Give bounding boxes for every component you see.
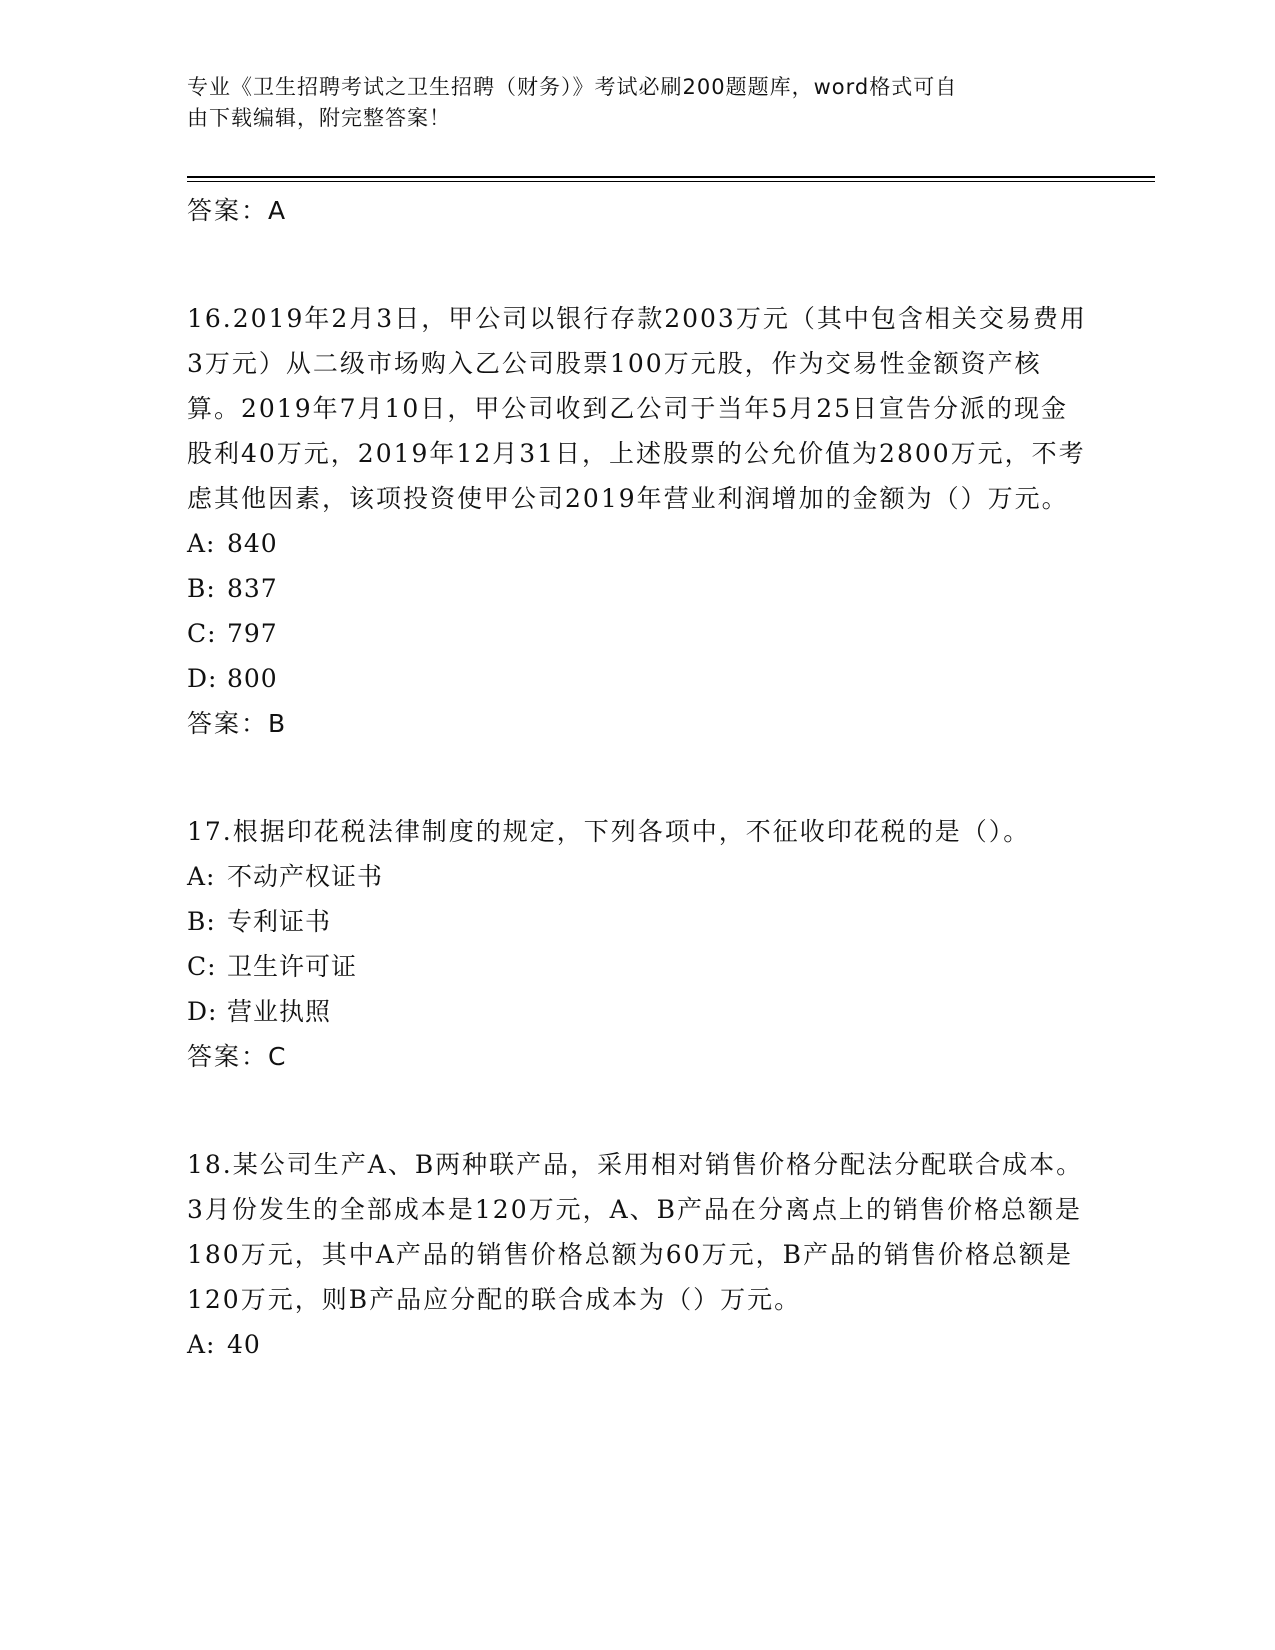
- option-key: D:: [187, 664, 218, 693]
- option-a: [187, 521, 1087, 566]
- option-text: 不动产权证书: [227, 862, 384, 891]
- header-rule-thick: [187, 176, 1155, 178]
- question-stem: 16.2019年2月3日，甲公司以银行存款2003万元（其中包含相关交易费用3万元）从二级市场购入乙公司股票100万元股，作为交易性金额资产核算。2019年7月10日，甲公司收到乙公司于当年5月25日宣告分派的现金股利40万元，2019年12月31日，上述股票的公允价值为2800万元，不考虑其他因素，该项投资使甲公司2019年营业利润增加的金额为（）万元。: [187, 304, 1087, 513]
- option-text: 840: [227, 529, 278, 558]
- question-block: [187, 809, 1087, 1080]
- question-block: [187, 296, 1087, 747]
- option-key: B:: [187, 574, 216, 603]
- option-text: 专利证书: [227, 907, 332, 936]
- option-text: 卫生许可证: [227, 952, 358, 981]
- option-key: C:: [187, 619, 217, 648]
- question-list: [187, 188, 1087, 1367]
- option-d: [187, 989, 1087, 1034]
- option-text: 40: [227, 1330, 261, 1359]
- option-a: [187, 1322, 1087, 1367]
- option-a: [187, 854, 1087, 899]
- option-text: 营业执照: [227, 997, 332, 1026]
- option-key: C:: [187, 952, 217, 981]
- option-key: D:: [187, 997, 218, 1026]
- option-b: [187, 899, 1087, 944]
- option-key: A:: [187, 1330, 216, 1359]
- option-d: [187, 656, 1087, 701]
- option-key: B:: [187, 907, 216, 936]
- answer-label: 答案：B: [187, 709, 288, 738]
- question-block: [187, 1142, 1087, 1367]
- option-text: 837: [227, 574, 278, 603]
- option-c: [187, 611, 1087, 656]
- option-text: 797: [227, 619, 278, 648]
- document-header: [187, 72, 1067, 134]
- answer-label: 答案：C: [187, 1042, 288, 1071]
- option-text: 800: [227, 664, 278, 693]
- option-c: [187, 944, 1087, 989]
- header-rule-thin: [187, 181, 1155, 182]
- option-b: [187, 566, 1087, 611]
- option-key: A:: [187, 862, 216, 891]
- header-line-2: 由下载编辑，附完整答案！: [187, 106, 451, 130]
- answer-label: 答案：A: [187, 196, 288, 225]
- question-stem: 17.根据印花税法律制度的规定，下列各项中，不征收印花税的是（）。: [187, 817, 1031, 846]
- question-stem: 18.某公司生产A、B两种联产品，采用相对销售价格分配法分配联合成本。3月份发生的全部成本是120万元，A、B产品在分离点上的销售价格总额是180万元，其中A产品的销售价格总额为60万元，B产品的销售价格总额是120万元，则B产品应分配的联合成本为（）万元。: [187, 1150, 1084, 1314]
- option-key: A:: [187, 529, 216, 558]
- header-line-1: 专业《卫生招聘考试之卫生招聘（财务）》考试必刷200题题库，word格式可自: [187, 75, 958, 99]
